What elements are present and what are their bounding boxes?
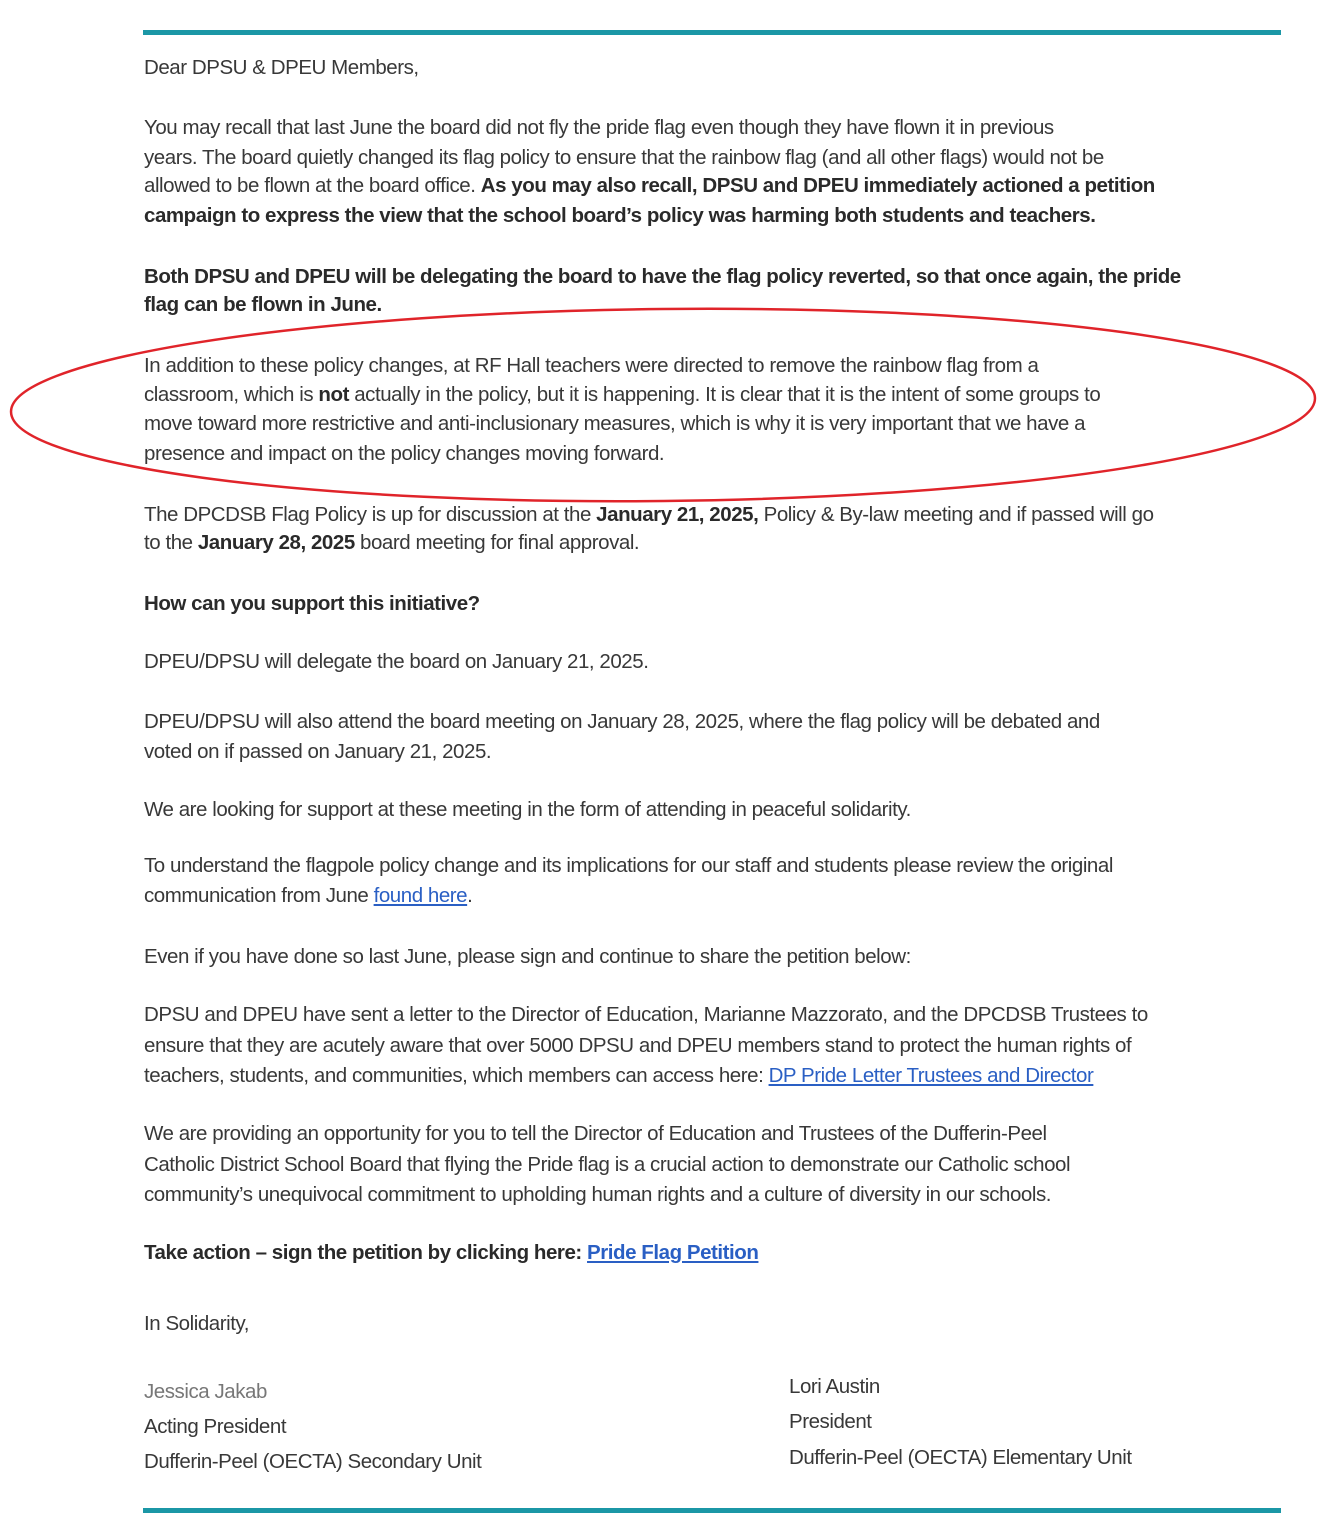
paragraph-2-line-2: flag can be flown in June.: [144, 293, 382, 316]
paragraph-1-line-1: You may recall that last June the board did not fly the pride flag even though they have flown it in previous: [144, 116, 1054, 139]
paragraph-11-line-1: We are providing an opportunity for you to tell the Director of Education and Trustees of the Dufferin-Peel: [144, 1122, 1047, 1145]
paragraph-10-line-3-start: teachers, students, and communities, which members can access here:: [144, 1064, 769, 1087]
paragraph-1-line-4: campaign to express the view that the school board’s policy was harming both students and teachers.: [144, 204, 1096, 227]
paragraph-3-line-3: move toward more restrictive and anti-inclusionary measures, which is why it is very important that we have a: [144, 412, 1086, 435]
date-jan-21: January 21, 2025,: [596, 503, 759, 526]
paragraph-7: We are looking for support at these meeting in the form of attending in peaceful solidarity.: [144, 798, 911, 821]
paragraph-6-line-2: voted on if passed on January 21, 2025.: [144, 740, 492, 763]
greeting: Dear DPSU & DPEU Members,: [144, 56, 419, 79]
paragraph-8-line-2: [144, 881, 472, 911]
pride-flag-petition-link[interactable]: Pride Flag Petition: [587, 1241, 759, 1264]
paragraph-11-line-3: community’s unequivocal commitment to upholding human rights and a culture of diversity in our schools.: [144, 1183, 1052, 1206]
paragraph-4-line-2: [144, 528, 639, 558]
paragraph-3-line-2-start: classroom, which is: [144, 383, 319, 406]
signature-right-unit: Dufferin-Peel (OECTA) Elementary Unit: [789, 1446, 1132, 1469]
bottom-divider: [143, 1508, 1281, 1513]
paragraph-11-line-2: Catholic District School Board that flying the Pride flag is a crucial action to demonstrate our Catholic school: [144, 1153, 1071, 1176]
signature-right-title: President: [789, 1410, 872, 1433]
top-divider: [143, 30, 1281, 35]
paragraph-1-line-3-regular: allowed to be flown at the board office.: [144, 174, 481, 197]
paragraph-4-line-2-end: board meeting for final approval.: [354, 531, 640, 554]
paragraph-4-line-1: [144, 500, 1154, 530]
date-jan-28: January 28, 2025: [197, 531, 355, 554]
paragraph-10-line-2: ensure that they are acutely aware that over 5000 DPSU and DPEU members stand to protect the human rights of: [144, 1034, 1132, 1057]
paragraph-3-line-2-end: actually in the policy, but it is happening. It is clear that it is the intent of some groups to: [348, 383, 1101, 406]
paragraph-10-line-1: DPSU and DPEU have sent a letter to the Director of Education, Marianne Mazzorato, and the DPCDSB Trustees to: [144, 1003, 1148, 1026]
signature-left-name: Jessica Jakab: [144, 1380, 267, 1403]
paragraph-4-line-2-start: to the: [144, 531, 198, 554]
paragraph-6-line-1: DPEU/DPSU will also attend the board meeting on January 28, 2025, where the flag policy will be debated and: [144, 710, 1100, 733]
call-to-action-text: Take action – sign the petition by clicking here:: [144, 1241, 588, 1264]
paragraph-10-line-3: [144, 1061, 1093, 1091]
paragraph-4-line-1-end: Policy & By-law meeting and if passed will go: [758, 503, 1154, 526]
call-to-action: [144, 1238, 758, 1268]
paragraph-1-line-3: [144, 171, 1155, 201]
paragraph-8-line-2-start: communication from June: [144, 884, 374, 907]
signature-left-unit: Dufferin-Peel (OECTA) Secondary Unit: [144, 1450, 482, 1473]
paragraph-2-line-1: Both DPSU and DPEU will be delegating the board to have the flag policy reverted, so that once again, the pride: [144, 265, 1181, 288]
signature-right-name: Lori Austin: [789, 1375, 880, 1398]
paragraph-1-line-3-bold: As you may also recall, DPSU and DPEU immediately actioned a petition: [480, 174, 1155, 197]
paragraph-4-line-1-start: The DPCDSB Flag Policy is up for discussion at the: [144, 503, 597, 526]
paragraph-1-line-2: years. The board quietly changed its flag policy to ensure that the rainbow flag (and all other flags) would not be: [144, 146, 1104, 169]
found-here-link[interactable]: found here: [373, 884, 468, 907]
paragraph-3-line-2: [144, 380, 1100, 410]
closing: In Solidarity,: [144, 1312, 249, 1335]
paragraph-3-emphasis-not: not: [318, 383, 349, 406]
paragraph-8-line-1: To understand the flagpole policy change and its implications for our staff and students please review the original: [144, 854, 1113, 877]
paragraph-5: DPEU/DPSU will delegate the board on January 21, 2025.: [144, 650, 649, 673]
signature-left-title: Acting President: [144, 1415, 287, 1438]
paragraph-3-line-4: presence and impact on the policy changes moving forward.: [144, 442, 665, 465]
pride-letter-link[interactable]: DP Pride Letter Trustees and Director: [768, 1064, 1094, 1087]
paragraph-9: Even if you have done so last June, please sign and continue to share the petition below:: [144, 945, 911, 968]
paragraph-3-line-1: In addition to these policy changes, at RF Hall teachers were directed to remove the rainbow flag from a: [144, 354, 1039, 377]
paragraph-8-line-2-end: .: [467, 884, 473, 907]
support-heading: How can you support this initiative?: [144, 592, 480, 615]
